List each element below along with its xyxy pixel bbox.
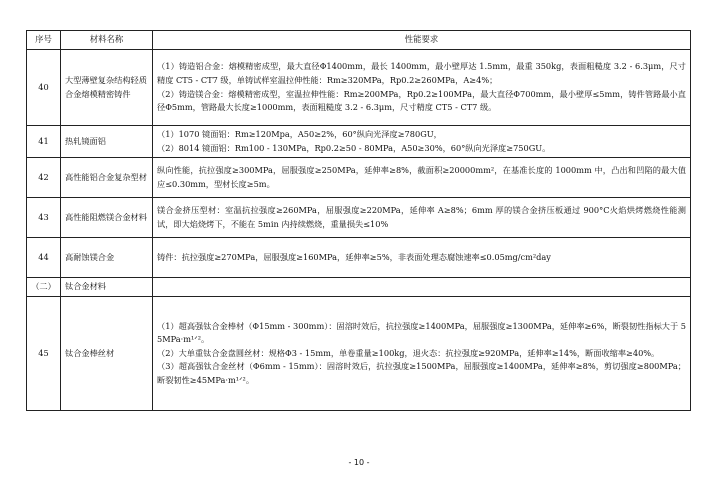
row-number: 44 (27, 238, 61, 278)
requirement-line: （2）铸造镁合金：熔模精密成型，室温拉伸性能：Rm≥200MPa，Rp0.2≥100MPa，最大直径Φ700mm，最小壁厚≤5mm，铸件管路最小直径Φ5mm，管路最大长度≥1000mm，表面粗糙度 3.2 - 6.3μm，尺寸精度 CT5 - CT7 级。 (157, 88, 686, 113)
section-row (27, 278, 691, 297)
material-name: 钛合金棒丝材 (61, 297, 153, 411)
requirements-cell (153, 50, 691, 126)
page-number: - 10 - (348, 458, 370, 467)
requirements-cell (153, 238, 691, 278)
requirement-line: （3）超高强钛合金丝材（Φ6mm - 15mm）：固溶时效后，抗拉强度≥1500MPa，屈服强度≥1400MPa，延伸率≥8%，剪切强度≥800MPa；断裂韧性≥45MPa·m¹ᐟ²。 (157, 361, 686, 385)
section-name: 钛合金材料 (61, 278, 153, 297)
section-label: （二） (27, 278, 61, 297)
requirements-cell (153, 126, 691, 158)
requirement-line: （1）1070 镜面铝：Rm≥120Mpa，A50≥2%，60°纵向光泽度≥780GU， (157, 129, 442, 139)
table-row (27, 198, 691, 238)
material-name: 大型薄壁复杂结构轻质合金熔模精密铸件 (61, 50, 153, 126)
table-row (27, 50, 691, 126)
header-no: 序号 (27, 31, 61, 50)
requirements-cell (153, 158, 691, 198)
row-number: 41 (27, 126, 61, 158)
material-name: 高性能铝合金复杂型材 (61, 158, 153, 198)
row-number: 42 (27, 158, 61, 198)
header-requirements: 性能要求 (153, 31, 691, 50)
requirements-cell (153, 297, 691, 411)
requirement-line: 铸件：抗拉强度≥270MPa，屈服强度≥160MPa，延伸率≥5%，非表面处理态腐蚀速率≤0.05mg/cm²day (157, 251, 551, 262)
requirements-table (26, 30, 691, 411)
table-row (27, 158, 691, 198)
row-number: 40 (27, 50, 61, 126)
requirement-line: （1）铸造铝合金：熔模精密成型，最大直径Φ1400mm，最长 1400mm，最小壁厚达 1.5mm，最重 350kg，表面粗糙度 3.2 - 6.3μm，尺寸精度 CT5 - CT7 级，单铸试样室温拉伸性能：Rm≥320MPa，Rp0.2≥260MPa，A≥4%； (157, 61, 686, 85)
table-header-row (27, 31, 691, 50)
requirement-line: （1）超高强钛合金棒材（Φ15mm - 300mm）：固溶时效后，抗拉强度≥1400MPa，屈服强度≥1300MPa，延伸率≥6%，断裂韧性指标大于 55MPa·m¹ᐟ²。 (157, 320, 686, 345)
table-row (27, 126, 691, 158)
spec-sheet (26, 30, 690, 411)
requirement-line: （2）8014 镜面铝：Rm100 - 130MPa，Rp0.2≥50 - 80MPa，A50≥30%，60°纵向光泽度≥750GU。 (157, 142, 551, 153)
requirements-cell (153, 198, 691, 238)
row-number: 43 (27, 198, 61, 238)
requirement-line: （2）大单重钛合金盘圆丝材：规格Φ3 - 15mm，单卷重量≥100kg，退火态：抗拉强度≥920MPa，延伸率≥14%，断面收缩率≥40%。 (157, 347, 660, 358)
header-material-name: 材料名称 (61, 31, 153, 50)
row-number: 45 (27, 297, 61, 411)
material-name: 热轧镜面铝 (61, 126, 153, 158)
table-row (27, 297, 691, 411)
requirement-line: 纵向性能，抗拉强度≥300MPa，屈服强度≥250MPa，延伸率≥8%，截面积≥20000mm²，在基准长度的 1000mm 中，凸出和凹陷的最大值应≤0.30mm，型材长度≥5m。 (157, 165, 686, 189)
material-name: 高性能阻燃镁合金材料 (61, 198, 153, 238)
material-name: 高耐蚀镁合金 (61, 238, 153, 278)
section-empty-cell (153, 278, 691, 297)
requirement-line: 镁合金挤压型材：室温抗拉强度≥260MPa，屈服强度≥220MPa，延伸率 A≥8%；6mm 厚的镁合金挤压板通过 900°C火焰烘烤燃烧性能测试，即大焰烧烤下，不能在 5min 内持续燃烧，重量损失≤10% (157, 205, 686, 229)
table-row (27, 238, 691, 278)
